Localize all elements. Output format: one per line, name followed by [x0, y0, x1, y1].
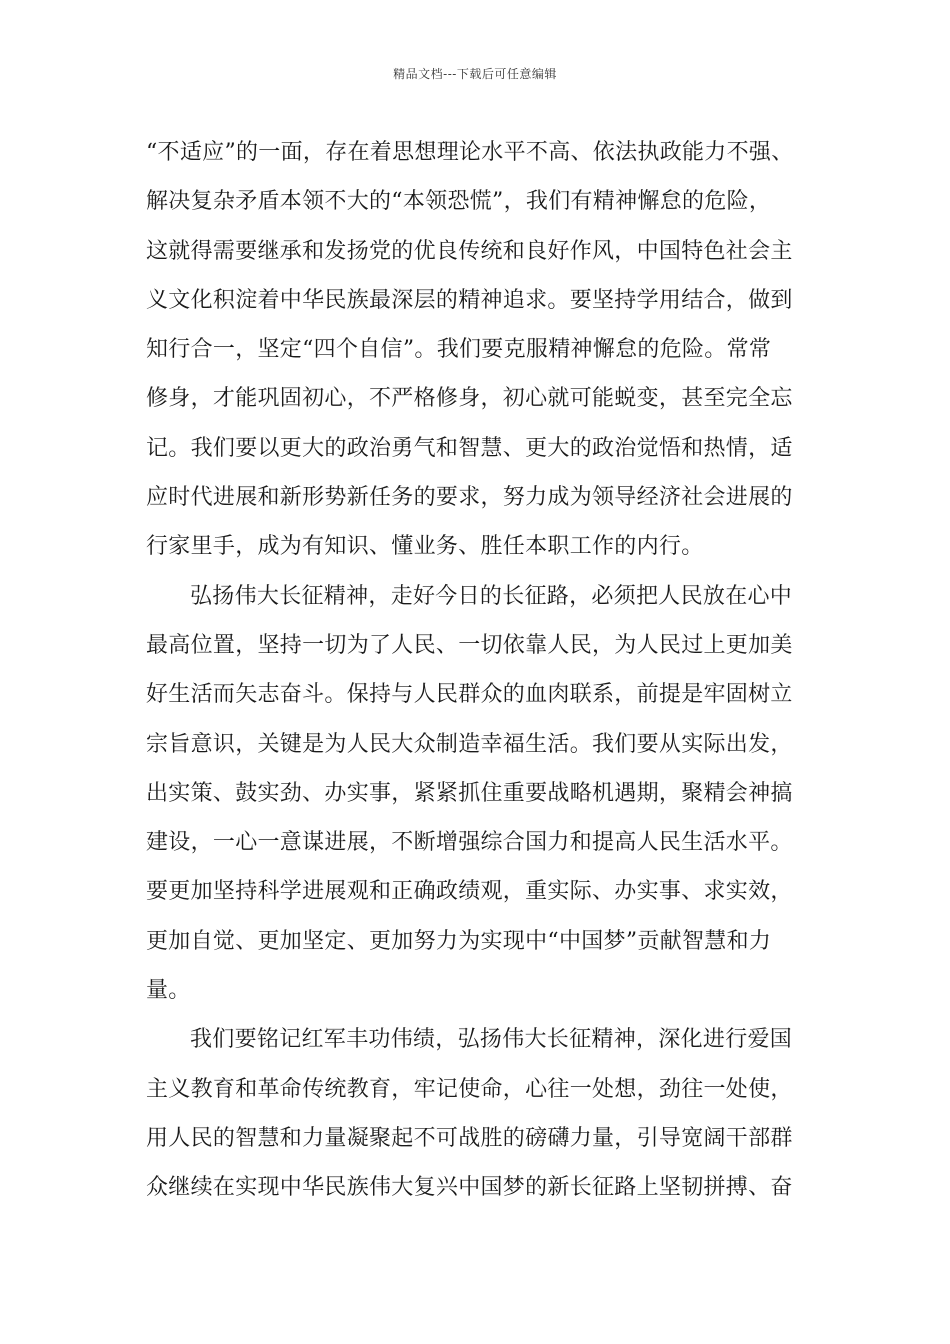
- text-line: 众继续在实现中华民族伟大复兴中国梦的新长征路上坚韧拼搏、奋: [146, 1175, 793, 1201]
- text-line: 知行合一，坚定“四个自信”。我们要克服精神懈怠的危险。常常: [146, 337, 772, 363]
- paragraph-3: [146, 1015, 808, 1212]
- text-line: 解决复杂矛盾本领不大的“本领恐慌”，我们有精神懈怠的危险，: [146, 189, 772, 215]
- text-line: 出实策、鼓实劲、办实事，紧紧抓住重要战略机遇期，聚精会神搞: [146, 780, 793, 806]
- text-line: 更加自觉、更加坚定、更加努力为实现中“中国梦”贡献智慧和力: [146, 928, 772, 954]
- paragraph-2: [146, 572, 808, 1016]
- text-line: 建设，一心一意谋进展，不断增强综合国力和提高人民生活水平。: [146, 830, 793, 856]
- text-line: 主义教育和革命传统教育，牢记使命，心往一处想，劲往一处使，: [146, 1076, 793, 1102]
- text-line: 记。我们要以更大的政治勇气和智慧、更大的政治觉悟和热情，适: [146, 435, 793, 461]
- text-line: 最高位置，坚持一切为了人民、一切依靠人民，为人民过上更加美: [146, 632, 793, 658]
- text-line: 用人民的智慧和力量凝聚起不可战胜的磅礴力量，引导宽阔干部群: [146, 1125, 793, 1151]
- text-line: 义文化积淀着中华民族最深层的精神追求。要坚持学用结合，做到: [146, 287, 793, 313]
- text-line: 要更加坚持科学进展观和正确政绩观，重实际、办实事、求实效，: [146, 879, 793, 905]
- text-line: 好生活而矢志奋斗。保持与人民群众的血肉联系，前提是牢固树立: [146, 682, 793, 708]
- text-line: 弘扬伟大长征精神，走好今日的长征路，必须把人民放在心中: [190, 583, 793, 609]
- text-line: “不适应”的一面，存在着思想理论水平不高、依法执政能力不强、: [146, 140, 794, 165]
- text-line: 修身，才能巩固初心，不严格修身，初心就可能蜕变，甚至完全忘: [146, 386, 793, 412]
- text-line: 这就得需要继承和发扬党的优良传统和良好作风，中国特色社会主: [146, 238, 793, 264]
- text-line: 我们要铭记红军丰功伟绩，弘扬伟大长征精神，深化进行爱国: [190, 1027, 793, 1053]
- text-line: 量。: [146, 978, 191, 1004]
- text-line: 宗旨意识，关键是为人民大众制造幸福生活。我们要从实际出发，: [146, 731, 793, 757]
- paragraph-1: [146, 128, 808, 572]
- document-body: [146, 128, 808, 1213]
- page-header: 精品文档---下载后可任意编辑: [393, 67, 557, 81]
- text-line: 应时代进展和新形势新任务的要求，努力成为领导经济社会进展的: [146, 485, 793, 511]
- text-line: 行家里手，成为有知识、懂业务、胜任本职工作的内行。: [146, 534, 704, 560]
